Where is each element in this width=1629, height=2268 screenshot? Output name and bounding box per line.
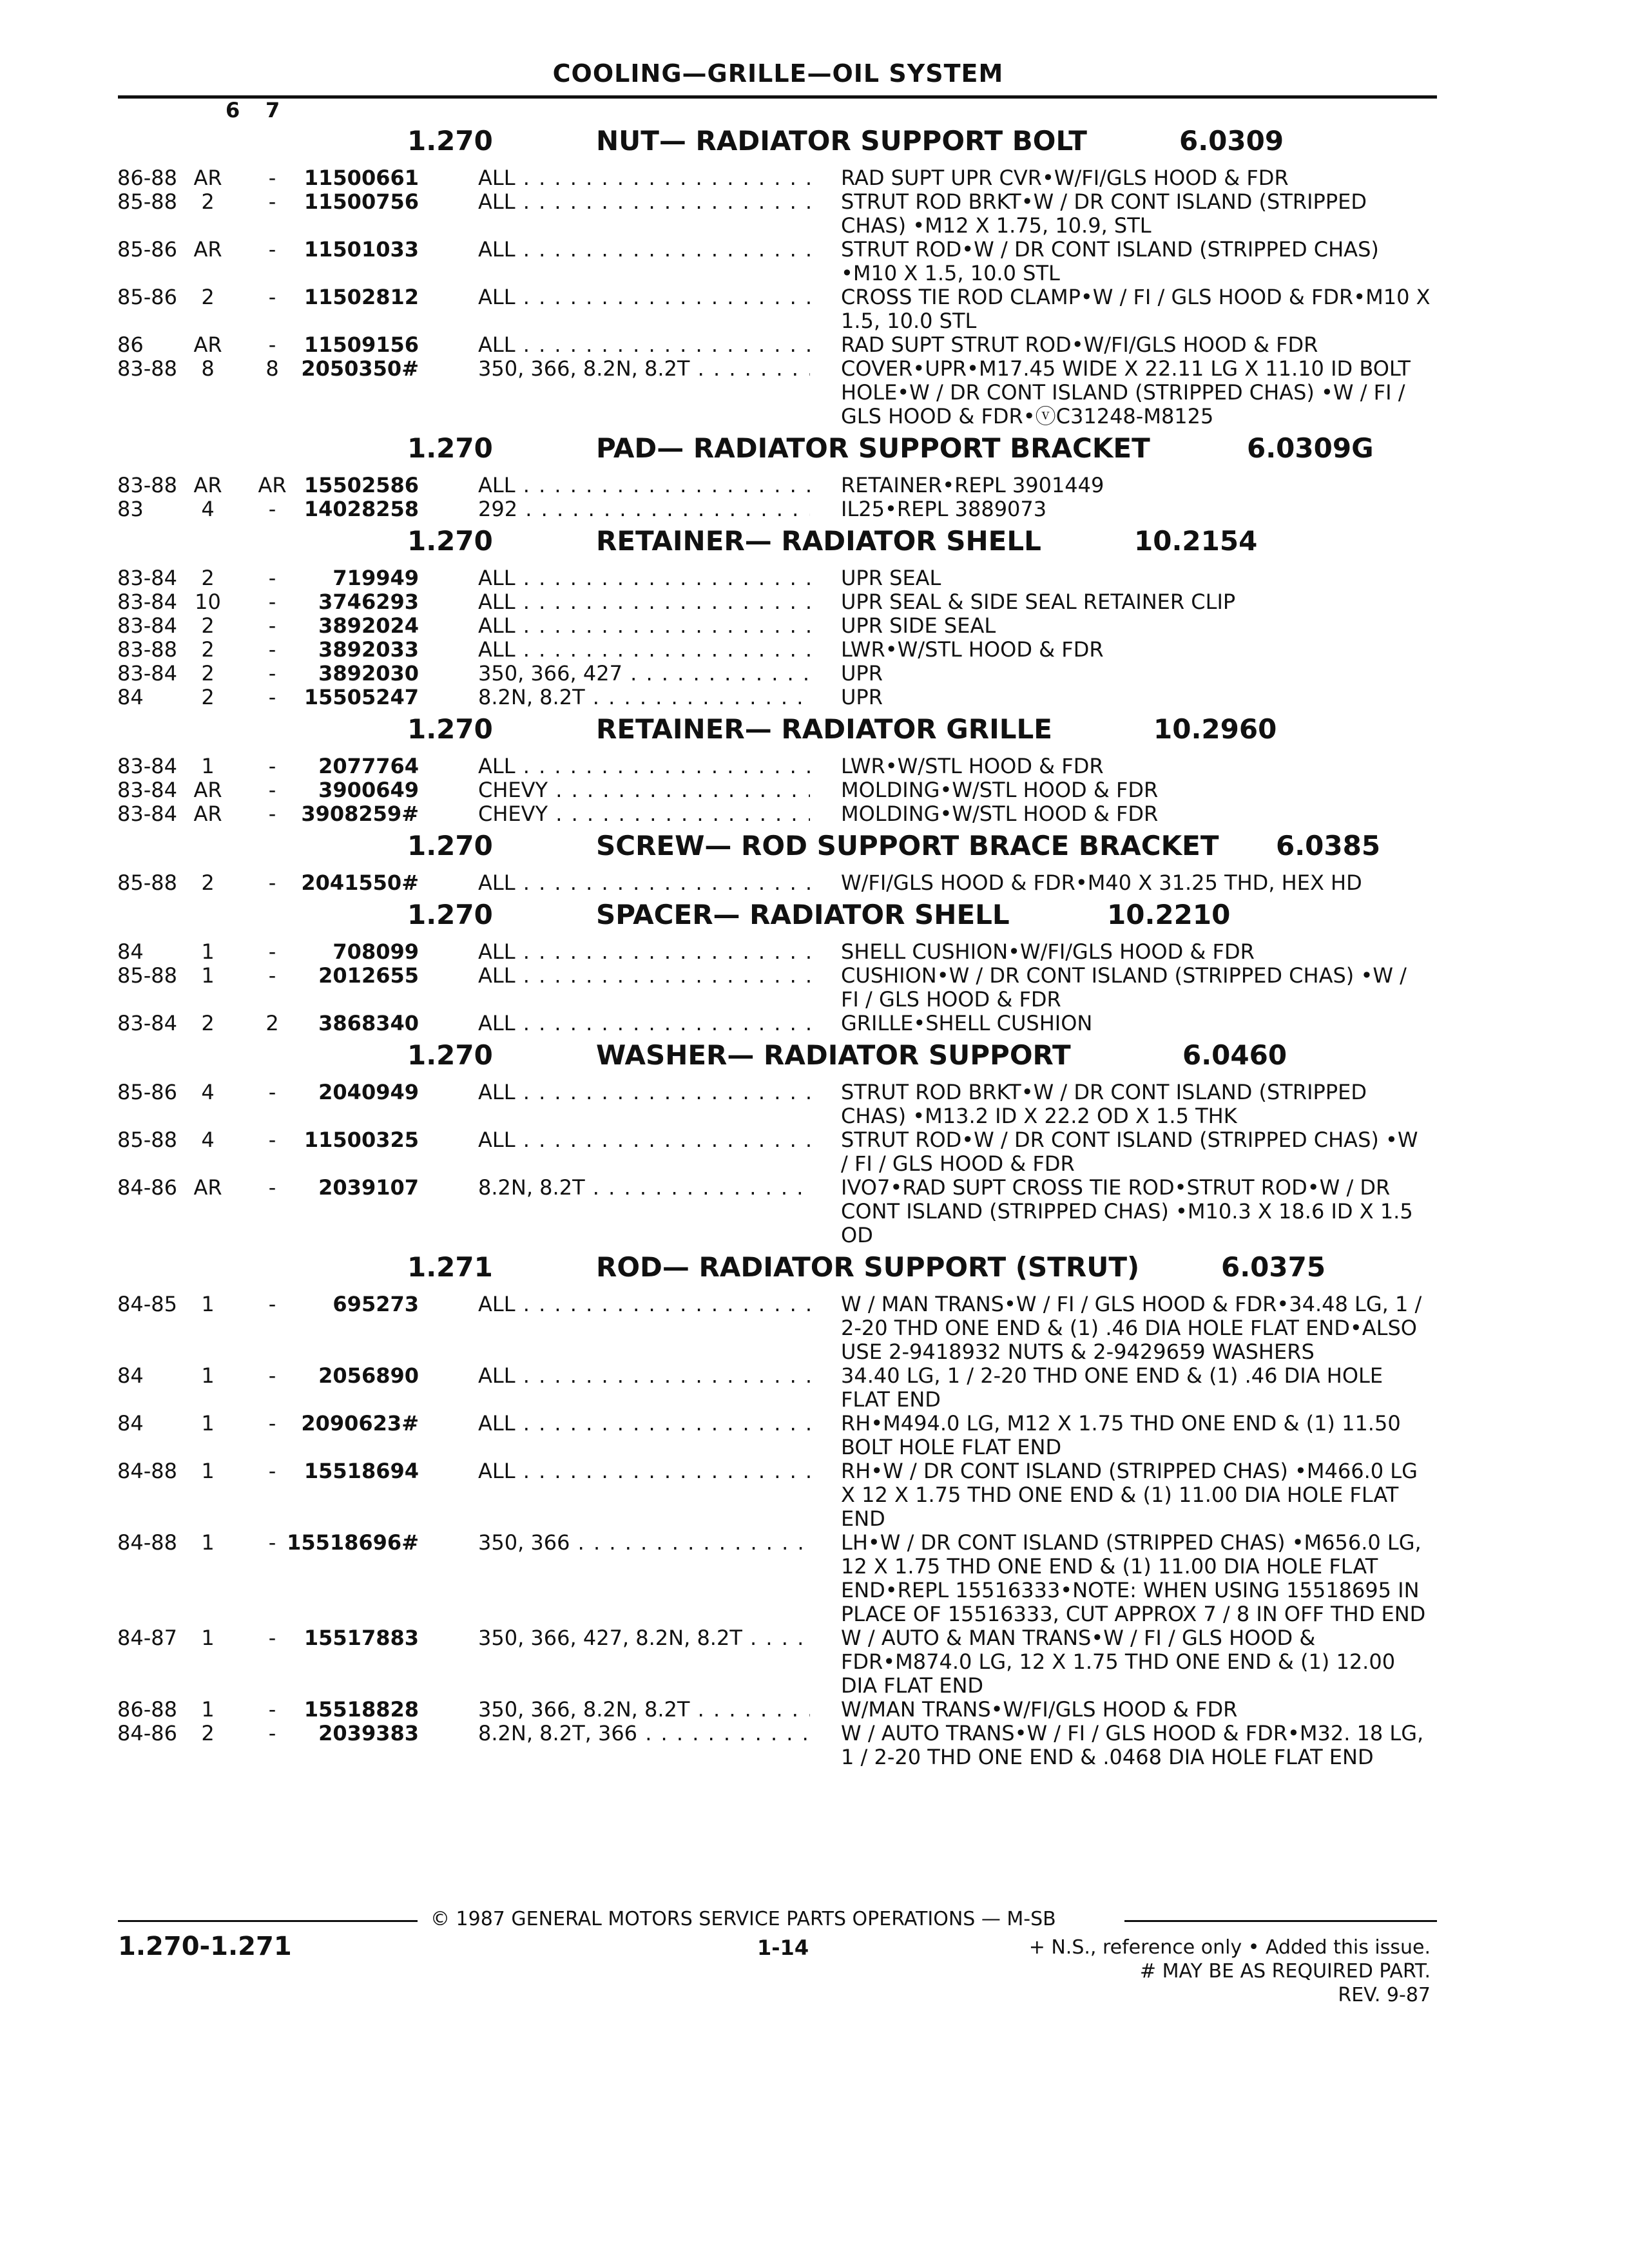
- part-row: [0, 614, 1629, 638]
- quantity-7: 8: [265, 356, 279, 381]
- quantity-6: 1: [201, 1459, 215, 1483]
- model-years: 85-86: [117, 1080, 177, 1104]
- part-row: [0, 686, 1629, 709]
- application: ALL . . .: [478, 1459, 810, 1483]
- page-range: 1.270-1.271: [118, 1932, 292, 1961]
- part-number: 3868340: [318, 1011, 419, 1035]
- section-name: PAD— RADIATOR SUPPORT BRACKET: [596, 432, 1150, 464]
- section-code: 10.2960: [1153, 713, 1277, 745]
- model-years: 83-84: [117, 802, 177, 826]
- quantity-6: 1: [201, 1363, 215, 1388]
- quantity-6: 1: [201, 1697, 215, 1722]
- part-number: 11500756: [304, 189, 419, 214]
- quantity-6: 2: [201, 189, 215, 214]
- quantity-6: 1: [201, 1530, 215, 1555]
- model-years: 85-86: [117, 237, 177, 262]
- quantity-7: -: [268, 1411, 276, 1436]
- application: ALL . . .: [478, 474, 810, 497]
- section-name: WASHER— RADIATOR SUPPORT: [596, 1039, 1071, 1071]
- part-row: [0, 166, 1629, 190]
- quantity-7: 2: [265, 1011, 279, 1035]
- part-description: STRUT ROD BRKT•W / DR CONT ISLAND (STRIPPED CHAS) •M12 X 1.75, 10.9, STL: [841, 189, 1367, 238]
- quantity-6: AR: [193, 473, 222, 497]
- application: ALL . . .: [478, 566, 810, 590]
- quantity-6: 2: [201, 661, 215, 686]
- model-years: 83-88: [117, 473, 177, 497]
- quantity-6: AR: [193, 332, 222, 357]
- section-code: 10.2154: [1134, 525, 1258, 557]
- part-number: 2050350#: [301, 356, 419, 381]
- quantity-7: -: [268, 1292, 276, 1316]
- application: CHEVY . . .: [478, 802, 810, 826]
- model-years: 84: [117, 1363, 144, 1388]
- section-group-number: 1.270: [407, 125, 493, 157]
- column-header-qty-6: 6: [226, 98, 240, 122]
- part-row: [0, 1722, 1629, 1769]
- part-row: [0, 778, 1629, 802]
- quantity-7: -: [268, 166, 276, 190]
- part-number: 2041550#: [301, 870, 419, 895]
- model-years: 85-88: [117, 1128, 177, 1152]
- footer-rule-left: [118, 1920, 418, 1922]
- application: 350, 366, 427 . . .: [478, 662, 810, 686]
- model-years: 84-88: [117, 1530, 177, 1555]
- part-description: UPR SIDE SEAL: [841, 613, 996, 638]
- application: CHEVY . . .: [478, 778, 810, 802]
- part-row: [0, 1176, 1629, 1247]
- quantity-6: AR: [193, 166, 222, 190]
- quantity-7: -: [268, 963, 276, 988]
- model-years: 85-88: [117, 870, 177, 895]
- model-years: 84-86: [117, 1721, 177, 1745]
- part-number: 695273: [333, 1292, 419, 1316]
- model-years: 84: [117, 685, 144, 709]
- part-row: [0, 1364, 1629, 1412]
- part-description: UPR: [841, 661, 883, 686]
- part-description: STRUT ROD•W / DR CONT ISLAND (STRIPPED CHAS) •M10 X 1.5, 10.0 STL: [841, 237, 1379, 285]
- section-heading: [0, 1035, 1629, 1081]
- quantity-7: -: [268, 637, 276, 662]
- section-group-number: 1.270: [407, 525, 493, 557]
- application: ALL . . .: [478, 1412, 810, 1436]
- part-description: W / MAN TRANS•W / FI / GLS HOOD & FDR•34.48 LG, 1 / 2-20 THD ONE END & (1) .46 DIA HOLE FLAT END•ALSO USE 2-9418932 NUTS & 2-9429659 WASHERS: [841, 1292, 1422, 1364]
- section-group-number: 1.270: [407, 713, 493, 745]
- quantity-6: 1: [201, 939, 215, 964]
- quantity-6: 10: [195, 590, 221, 614]
- section-heading: [0, 428, 1629, 474]
- part-description: GRILLE•SHELL CUSHION: [841, 1011, 1093, 1035]
- part-row: [0, 333, 1629, 357]
- part-description: CUSHION•W / DR CONT ISLAND (STRIPPED CHAS) •W / FI / GLS HOOD & FDR: [841, 963, 1407, 1012]
- part-description: UPR SEAL & SIDE SEAL RETAINER CLIP: [841, 590, 1236, 614]
- model-years: 83-84: [117, 613, 177, 638]
- model-years: 83-84: [117, 566, 177, 590]
- footer-notes: [1029, 1936, 1431, 2007]
- quantity-7: -: [268, 1363, 276, 1388]
- part-number: 3892030: [318, 661, 419, 686]
- part-row: [0, 474, 1629, 497]
- part-row: [0, 1081, 1629, 1128]
- part-row: [0, 662, 1629, 686]
- part-row: [0, 754, 1629, 778]
- quantity-7: -: [268, 939, 276, 964]
- part-description: SHELL CUSHION•W/FI/GLS HOOD & FDR: [841, 939, 1255, 964]
- quantity-6: AR: [193, 237, 222, 262]
- section-code: 10.2210: [1107, 899, 1231, 930]
- section-code: 6.0460: [1182, 1039, 1287, 1071]
- part-row: [0, 871, 1629, 895]
- quantity-7: -: [268, 237, 276, 262]
- model-years: 84: [117, 939, 144, 964]
- model-years: 84-85: [117, 1292, 177, 1316]
- header-rule: [118, 95, 1437, 99]
- model-years: 84-88: [117, 1459, 177, 1483]
- quantity-6: 1: [201, 1626, 215, 1650]
- application: ALL . . .: [478, 1293, 810, 1316]
- part-description: W/MAN TRANS•W/FI/GLS HOOD & FDR: [841, 1697, 1238, 1722]
- model-years: 86: [117, 332, 144, 357]
- section-heading: [0, 895, 1629, 940]
- section-heading: [0, 521, 1629, 566]
- part-description: IL25•REPL 3889073: [841, 497, 1047, 521]
- application: ALL . . .: [478, 166, 810, 190]
- part-description: LH•W / DR CONT ISLAND (STRIPPED CHAS) •M656.0 LG, 12 X 1.75 THD ONE END & (1) 11.00 DIA HOLE FLAT END•REPL 15516333•NOTE: WHEN USING 15518695 IN PLACE OF 15516333, CUT APPROX 7 / 8 IN OFF THD END: [841, 1530, 1426, 1626]
- model-years: 83-84: [117, 778, 177, 802]
- part-number: 2039107: [318, 1175, 419, 1200]
- part-number: 2056890: [318, 1363, 419, 1388]
- part-number: 15518828: [304, 1697, 419, 1722]
- quantity-6: 2: [201, 285, 215, 309]
- part-description: MOLDING•W/STL HOOD & FDR: [841, 778, 1159, 802]
- model-years: 83-84: [117, 1011, 177, 1035]
- parts-list: [0, 121, 1629, 1769]
- quantity-6: 2: [201, 613, 215, 638]
- part-number: 11500661: [304, 166, 419, 190]
- section-name: SCREW— ROD SUPPORT BRACE BRACKET: [596, 830, 1219, 861]
- part-description: LWR•W/STL HOOD & FDR: [841, 754, 1104, 778]
- application: ALL . . .: [478, 1012, 810, 1035]
- revision-date: REV. 9-87: [1338, 1984, 1431, 2006]
- quantity-6: 4: [201, 497, 215, 521]
- quantity-6: AR: [193, 802, 222, 826]
- application: ALL . . .: [478, 754, 810, 778]
- part-row: [0, 1626, 1629, 1698]
- part-description: RAD SUPT STRUT ROD•W/FI/GLS HOOD & FDR: [841, 332, 1318, 357]
- application: ALL . . .: [478, 940, 810, 964]
- part-description: W / AUTO TRANS•W / FI / GLS HOOD & FDR•M32. 18 LG, 1 / 2-20 THD ONE END & .0468 DIA HOLE FLAT END: [841, 1721, 1424, 1769]
- quantity-7: -: [268, 1459, 276, 1483]
- quantity-7: -: [268, 1530, 276, 1555]
- section-name: NUT— RADIATOR SUPPORT BOLT: [596, 125, 1087, 157]
- part-description: STRUT ROD•W / DR CONT ISLAND (STRIPPED CHAS) •W / FI / GLS HOOD & FDR: [841, 1128, 1418, 1176]
- section-code: 6.0385: [1276, 830, 1381, 861]
- application: ALL . . .: [478, 285, 810, 309]
- part-number: 11509156: [304, 332, 419, 357]
- quantity-6: AR: [193, 778, 222, 802]
- application: 350, 366, 427, 8.2N, 8.2T . . .: [478, 1626, 810, 1650]
- section-group-number: 1.270: [407, 1039, 493, 1071]
- quantity-6: 2: [201, 870, 215, 895]
- model-years: 83-88: [117, 637, 177, 662]
- part-row: [0, 590, 1629, 614]
- quantity-6: 1: [201, 754, 215, 778]
- part-row: [0, 190, 1629, 238]
- quantity-7: -: [268, 661, 276, 686]
- section-group-number: 1.270: [407, 830, 493, 861]
- quantity-7: -: [268, 613, 276, 638]
- section-heading: [0, 1247, 1629, 1293]
- quantity-7: -: [268, 1721, 276, 1745]
- part-description: RETAINER•REPL 3901449: [841, 473, 1104, 497]
- part-description: CROSS TIE ROD CLAMP•W / FI / GLS HOOD & FDR•M10 X 1.5, 10.0 STL: [841, 285, 1431, 333]
- note-not-serviced: + N.S., reference only • Added this issue.: [1028, 1936, 1431, 1959]
- part-row: [0, 1412, 1629, 1459]
- part-description: UPR SEAL: [841, 566, 941, 590]
- model-years: 83-84: [117, 661, 177, 686]
- model-years: 86-88: [117, 1697, 177, 1722]
- application: 8.2N, 8.2T . . .: [478, 1176, 810, 1200]
- section-heading: [0, 121, 1629, 166]
- quantity-7: AR: [258, 473, 287, 497]
- footer-rule-right: [1124, 1920, 1437, 1922]
- section-heading: [0, 826, 1629, 871]
- section-group-number: 1.270: [407, 432, 493, 464]
- part-description: W / AUTO & MAN TRANS•W / FI / GLS HOOD & FDR•M874.0 LG, 12 X 1.75 THD ONE END & (1) 12.00 DIA FLAT END: [841, 1626, 1396, 1698]
- model-years: 84-87: [117, 1626, 177, 1650]
- application: 8.2N, 8.2T, 366 . . .: [478, 1722, 810, 1745]
- part-row: [0, 964, 1629, 1012]
- part-row: [0, 1128, 1629, 1176]
- part-number: 708099: [333, 939, 419, 964]
- quantity-6: 2: [201, 1721, 215, 1745]
- part-description: RH•M494.0 LG, M12 X 1.75 THD ONE END & (1) 11.50 BOLT HOLE FLAT END: [841, 1411, 1401, 1459]
- part-number: 2012655: [318, 963, 419, 988]
- quantity-6: 4: [201, 1128, 215, 1152]
- quantity-7: -: [268, 566, 276, 590]
- part-description: MOLDING•W/STL HOOD & FDR: [841, 802, 1159, 826]
- part-description: UPR: [841, 685, 883, 709]
- quantity-7: -: [268, 1175, 276, 1200]
- application: ALL . . .: [478, 1081, 810, 1104]
- model-years: 85-86: [117, 285, 177, 309]
- quantity-6: 1: [201, 963, 215, 988]
- part-row: [0, 497, 1629, 521]
- quantity-6: 2: [201, 685, 215, 709]
- part-description: W/FI/GLS HOOD & FDR•M40 X 31.25 THD, HEX HD: [841, 870, 1362, 895]
- part-number: 719949: [333, 566, 419, 590]
- quantity-7: -: [268, 497, 276, 521]
- section-name: SPACER— RADIATOR SHELL: [596, 899, 1010, 930]
- part-description: COVER•UPR•M17.45 WIDE X 22.11 LG X 11.10 ID BOLT HOLE•W / DR CONT ISLAND (STRIPPED CHAS) •W / FI / GLS HOOD & FDR•ⓥC31248-M8125: [841, 356, 1411, 428]
- part-number: 15517883: [304, 1626, 419, 1650]
- quantity-7: -: [268, 590, 276, 614]
- application: 8.2N, 8.2T . . .: [478, 686, 810, 709]
- quantity-6: 2: [201, 566, 215, 590]
- quantity-6: 1: [201, 1411, 215, 1436]
- quantity-7: -: [268, 685, 276, 709]
- quantity-7: -: [268, 1080, 276, 1104]
- section-code: 6.0309: [1179, 125, 1284, 157]
- part-row: [0, 566, 1629, 590]
- quantity-7: -: [268, 1128, 276, 1152]
- part-number: 3746293: [318, 590, 419, 614]
- part-row: [0, 1698, 1629, 1722]
- quantity-7: -: [268, 778, 276, 802]
- application: 350, 366, 8.2N, 8.2T . . .: [478, 1698, 810, 1722]
- part-number: 15505247: [304, 685, 419, 709]
- part-description: 34.40 LG, 1 / 2-20 THD ONE END & (1) .46 DIA HOLE FLAT END: [841, 1363, 1383, 1412]
- quantity-7: -: [268, 802, 276, 826]
- part-row: [0, 638, 1629, 662]
- quantity-7: -: [268, 285, 276, 309]
- page-number: 1-14: [757, 1936, 809, 1960]
- part-number: 11500325: [304, 1128, 419, 1152]
- part-number: 3892033: [318, 637, 419, 662]
- part-number: 2077764: [318, 754, 419, 778]
- part-description: RAD SUPT UPR CVR•W/FI/GLS HOOD & FDR: [841, 166, 1289, 190]
- part-row: [0, 802, 1629, 826]
- part-number: 2040949: [318, 1080, 419, 1104]
- column-header-qty-7: 7: [265, 98, 280, 122]
- part-row: [0, 940, 1629, 964]
- part-description: IVO7•RAD SUPT CROSS TIE ROD•STRUT ROD•W / DR CONT ISLAND (STRIPPED CHAS) •M10.3 X 18.6 ID X 1.5 OD: [841, 1175, 1413, 1247]
- part-number: 15518696#: [287, 1530, 419, 1555]
- model-years: 85-88: [117, 963, 177, 988]
- part-description: STRUT ROD BRKT•W / DR CONT ISLAND (STRIPPED CHAS) •M13.2 ID X 22.2 OD X 1.5 THK: [841, 1080, 1367, 1128]
- quantity-6: 4: [201, 1080, 215, 1104]
- quantity-7: -: [268, 1626, 276, 1650]
- part-row: [0, 1012, 1629, 1035]
- section-name: RETAINER— RADIATOR SHELL: [596, 525, 1041, 557]
- part-description: LWR•W/STL HOOD & FDR: [841, 637, 1104, 662]
- part-number: 3900649: [318, 778, 419, 802]
- model-years: 83-84: [117, 590, 177, 614]
- application: ALL . . .: [478, 871, 810, 895]
- application: 292 . . .: [478, 497, 810, 521]
- model-years: 85-88: [117, 189, 177, 214]
- part-row: [0, 285, 1629, 333]
- application: ALL . . .: [478, 638, 810, 662]
- part-number: 11502812: [304, 285, 419, 309]
- part-number: 2090623#: [301, 1411, 419, 1436]
- part-row: [0, 357, 1629, 428]
- quantity-6: 1: [201, 1292, 215, 1316]
- part-number: 2039383: [318, 1721, 419, 1745]
- application: 350, 366, 8.2N, 8.2T . . .: [478, 357, 810, 381]
- quantity-6: 8: [201, 356, 215, 381]
- part-row: [0, 1293, 1629, 1364]
- application: ALL . . .: [478, 1364, 810, 1388]
- part-description: RH•W / DR CONT ISLAND (STRIPPED CHAS) •M466.0 LG X 12 X 1.75 THD ONE END & (1) 11.00 DIA HOLE FLAT END: [841, 1459, 1418, 1531]
- quantity-7: -: [268, 870, 276, 895]
- application: ALL . . .: [478, 614, 810, 638]
- part-row: [0, 238, 1629, 285]
- part-row: [0, 1531, 1629, 1626]
- section-heading: [0, 709, 1629, 754]
- application: ALL . . .: [478, 333, 810, 357]
- part-number: 3892024: [318, 613, 419, 638]
- application: ALL . . .: [478, 590, 810, 614]
- footer-copyright: © 1987 GENERAL MOTORS SERVICE PARTS OPERATIONS — M-SB: [430, 1908, 1056, 1930]
- quantity-7: -: [268, 189, 276, 214]
- model-years: 86-88: [117, 166, 177, 190]
- application: ALL . . .: [478, 1128, 810, 1152]
- part-row: [0, 1459, 1629, 1531]
- section-group-number: 1.270: [407, 899, 493, 930]
- part-number: 11501033: [304, 237, 419, 262]
- quantity-7: -: [268, 332, 276, 357]
- part-number: 15518694: [304, 1459, 419, 1483]
- section-code: 6.0375: [1221, 1251, 1326, 1283]
- quantity-6: 2: [201, 1011, 215, 1035]
- quantity-6: 2: [201, 637, 215, 662]
- part-number: 15502586: [304, 473, 419, 497]
- section-name: ROD— RADIATOR SUPPORT (STRUT): [596, 1251, 1140, 1283]
- part-number: 3908259#: [301, 802, 419, 826]
- application: ALL . . .: [478, 190, 810, 214]
- model-years: 83: [117, 497, 144, 521]
- page-title: COOLING—GRILLE—OIL SYSTEM: [552, 59, 1004, 88]
- quantity-7: -: [268, 1697, 276, 1722]
- section-code: 6.0309G: [1247, 432, 1374, 464]
- application: 350, 366 . . .: [478, 1531, 810, 1555]
- quantity-7: -: [268, 754, 276, 778]
- model-years: 83-84: [117, 754, 177, 778]
- section-name: RETAINER— RADIATOR GRILLE: [596, 713, 1052, 745]
- application: ALL . . .: [478, 238, 810, 262]
- model-years: 84: [117, 1411, 144, 1436]
- part-number: 14028258: [304, 497, 419, 521]
- quantity-6: AR: [193, 1175, 222, 1200]
- note-as-required: # MAY BE AS REQUIRED PART.: [1139, 1960, 1431, 1983]
- model-years: 84-86: [117, 1175, 177, 1200]
- model-years: 83-88: [117, 356, 177, 381]
- application: ALL . . .: [478, 964, 810, 988]
- section-group-number: 1.271: [407, 1251, 493, 1283]
